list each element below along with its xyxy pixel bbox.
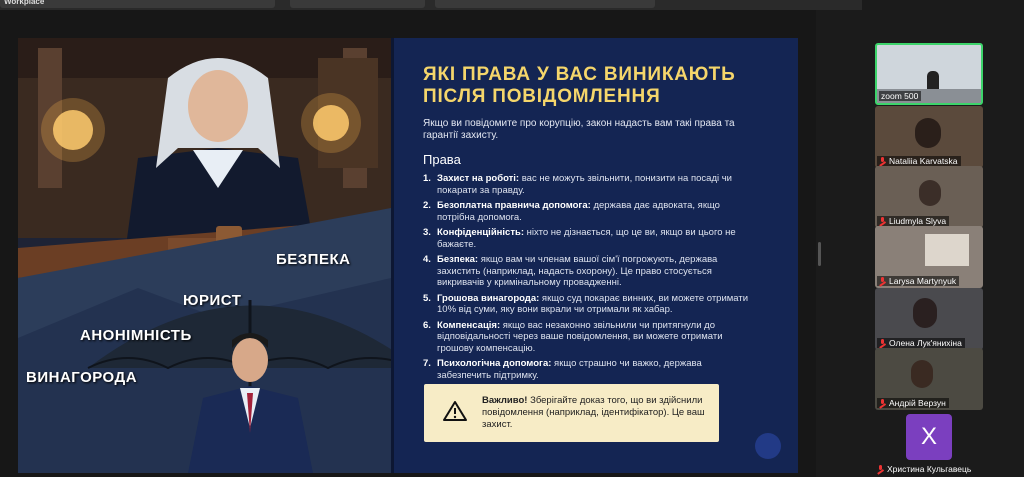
mic-muted-icon — [879, 277, 886, 285]
important-note — [424, 384, 719, 442]
label-reward: ВИНАГОРОДА — [26, 369, 138, 386]
slide-content — [423, 64, 793, 385]
browser-tab[interactable] — [0, 0, 275, 8]
participant-name: Христина Кульгавець — [877, 464, 971, 474]
warning-icon — [442, 400, 468, 422]
participant-name: Nataliia Karvatska — [877, 156, 961, 166]
mic-muted-icon — [879, 399, 886, 407]
participant-tile[interactable] — [875, 106, 983, 168]
rights-heading: Права — [423, 152, 461, 167]
participant-video — [915, 118, 941, 148]
tab-title: Workplace — [4, 0, 45, 6]
slide-nav-button[interactable] — [755, 433, 781, 459]
rights-list — [423, 173, 758, 381]
mic-muted-icon — [879, 339, 886, 347]
participant-name: Larysa Martynyuk — [877, 276, 959, 286]
mic-muted-icon — [877, 465, 884, 473]
right-item: 2. Безоплатна правнича допомога: держава дає адвоката, якщо потрібна допомога. — [423, 200, 720, 223]
participant-tile[interactable] — [875, 43, 983, 105]
participant-tile[interactable] — [875, 348, 983, 410]
right-item: 6. Компенсація: якщо вас незаконно звільнили чи притягнули до відповідальності через ваше повідомлення, ви можете отримати грошову компенсацію. — [423, 319, 723, 354]
note-text: Важливо! Зберігайте доказ того, що ви здійснили повідомлення (наприклад, ідентифікатор). Це ваш захист. — [482, 395, 705, 430]
label-safety: БЕЗПЕКА — [276, 251, 351, 268]
panel-resize-handle[interactable] — [818, 242, 821, 266]
right-item: 4. Безпека: якщо вам чи членам вашої сім'ї погрожують, держава захистить (наприклад, надасть охорону). Це право стосується викривачів у кримінальному провадженні. — [423, 254, 718, 288]
browser-tab-2[interactable] — [290, 0, 425, 8]
right-item: 5. Грошова винагорода: якщо суд покарає винних, ви можете отримати 10% від суми, яку вони вкрали чи отримали як хабар. — [423, 292, 749, 315]
participant-video — [911, 360, 933, 388]
mic-muted-icon — [879, 157, 886, 165]
presentation-slide — [18, 38, 798, 473]
participants-panel — [862, 0, 1024, 477]
slide-illustration — [18, 38, 391, 473]
participant-name: Олена Лук'янихіна — [877, 338, 965, 348]
participant-video — [913, 298, 937, 328]
mic-muted-icon — [879, 217, 886, 225]
slide-title: ЯКІ ПРАВА У ВАС ВИНИКАЮТЬ ПІСЛЯ ПОВІДОМЛЕННЯ — [423, 64, 736, 107]
right-item: 7. Психологічна допомога: якщо страшно чи важко, держава забезпечить підтримку. — [423, 358, 702, 381]
slide-intro: Якщо ви повідомите про корупцію, закон надасть вам такі права та гарантії захисту. — [423, 118, 735, 141]
participant-name: Liudmyla Slyva — [877, 216, 949, 226]
shared-screen — [0, 10, 816, 477]
browser-tab-3[interactable] — [435, 0, 655, 8]
participant-tile[interactable] — [875, 166, 983, 228]
participant-name: Андрій Верзун — [877, 398, 949, 408]
participant-name: zoom 500 — [879, 91, 921, 101]
label-lawyer: ЮРИСТ — [183, 292, 242, 309]
right-item: 3. Конфіденційність: ніхто не дізнається, що це ви, якщо ви цього не бажаєте. — [423, 227, 736, 250]
label-anonymity: АНОНІМНІСТЬ — [80, 327, 192, 344]
slide-divider — [391, 38, 394, 473]
participant-avatar[interactable]: Х — [906, 414, 952, 460]
participant-video — [919, 180, 941, 206]
right-item: 1. Захист на роботі: вас не можуть звільнити, понизити на посаді чи покарати за правду. — [423, 173, 732, 196]
participant-tile[interactable] — [875, 226, 983, 288]
participant-tile[interactable] — [875, 288, 983, 350]
